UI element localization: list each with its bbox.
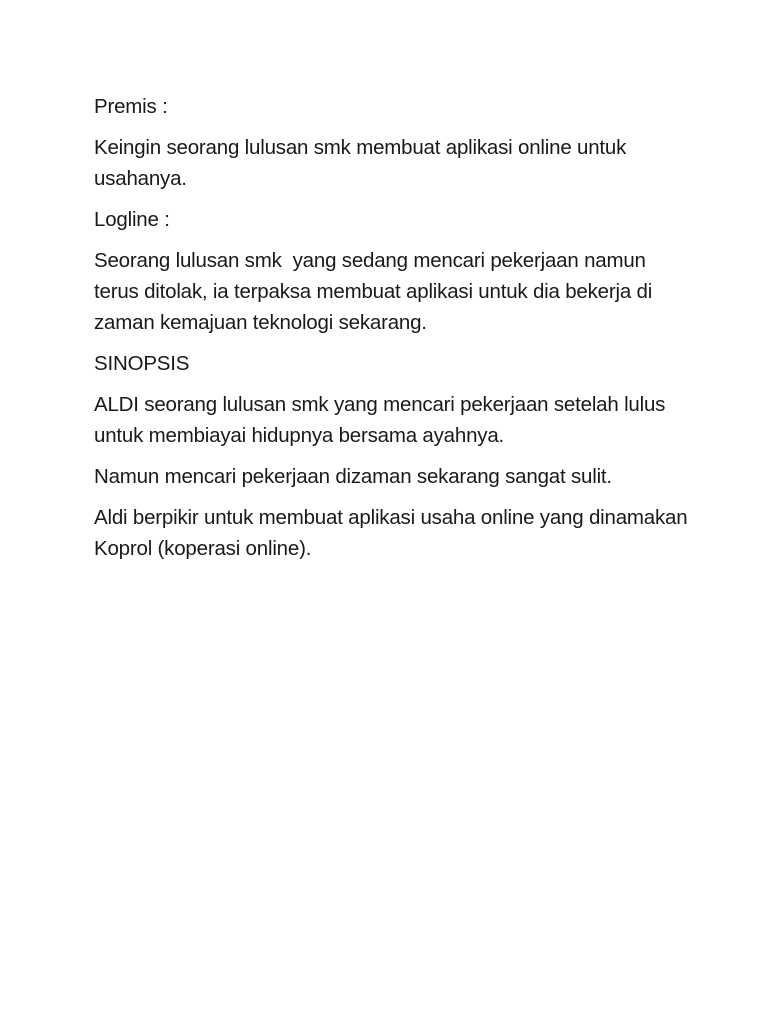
premise-text: Keingin seorang lulusan smk membuat aplikasi online untuk usahanya. bbox=[94, 136, 632, 190]
logline-text: Seorang lulusan smk yang sedang mencari pekerjaan namun terus ditolak, ia terpaksa membuat aplikasi untuk dia bekerja di zaman kemajuan teknologi sekarang. bbox=[94, 249, 658, 334]
synopsis-heading: SINOPSIS bbox=[94, 352, 190, 375]
synopsis-paragraph: Aldi berpikir untuk membuat aplikasi usaha online yang dinamakan Koprol (koperasi online). bbox=[94, 506, 693, 560]
synopsis-paragraph: Namun mencari pekerjaan dizaman sekarang sangat sulit. bbox=[94, 465, 612, 488]
logline-heading: Logline : bbox=[94, 208, 170, 231]
premise-heading: Premis : bbox=[94, 95, 168, 118]
document-body bbox=[94, 91, 694, 574]
synopsis-paragraph: ALDI seorang lulusan smk yang mencari pekerjaan setelah lulus untuk membiayai hidupnya bersama ayahnya. bbox=[94, 393, 671, 447]
